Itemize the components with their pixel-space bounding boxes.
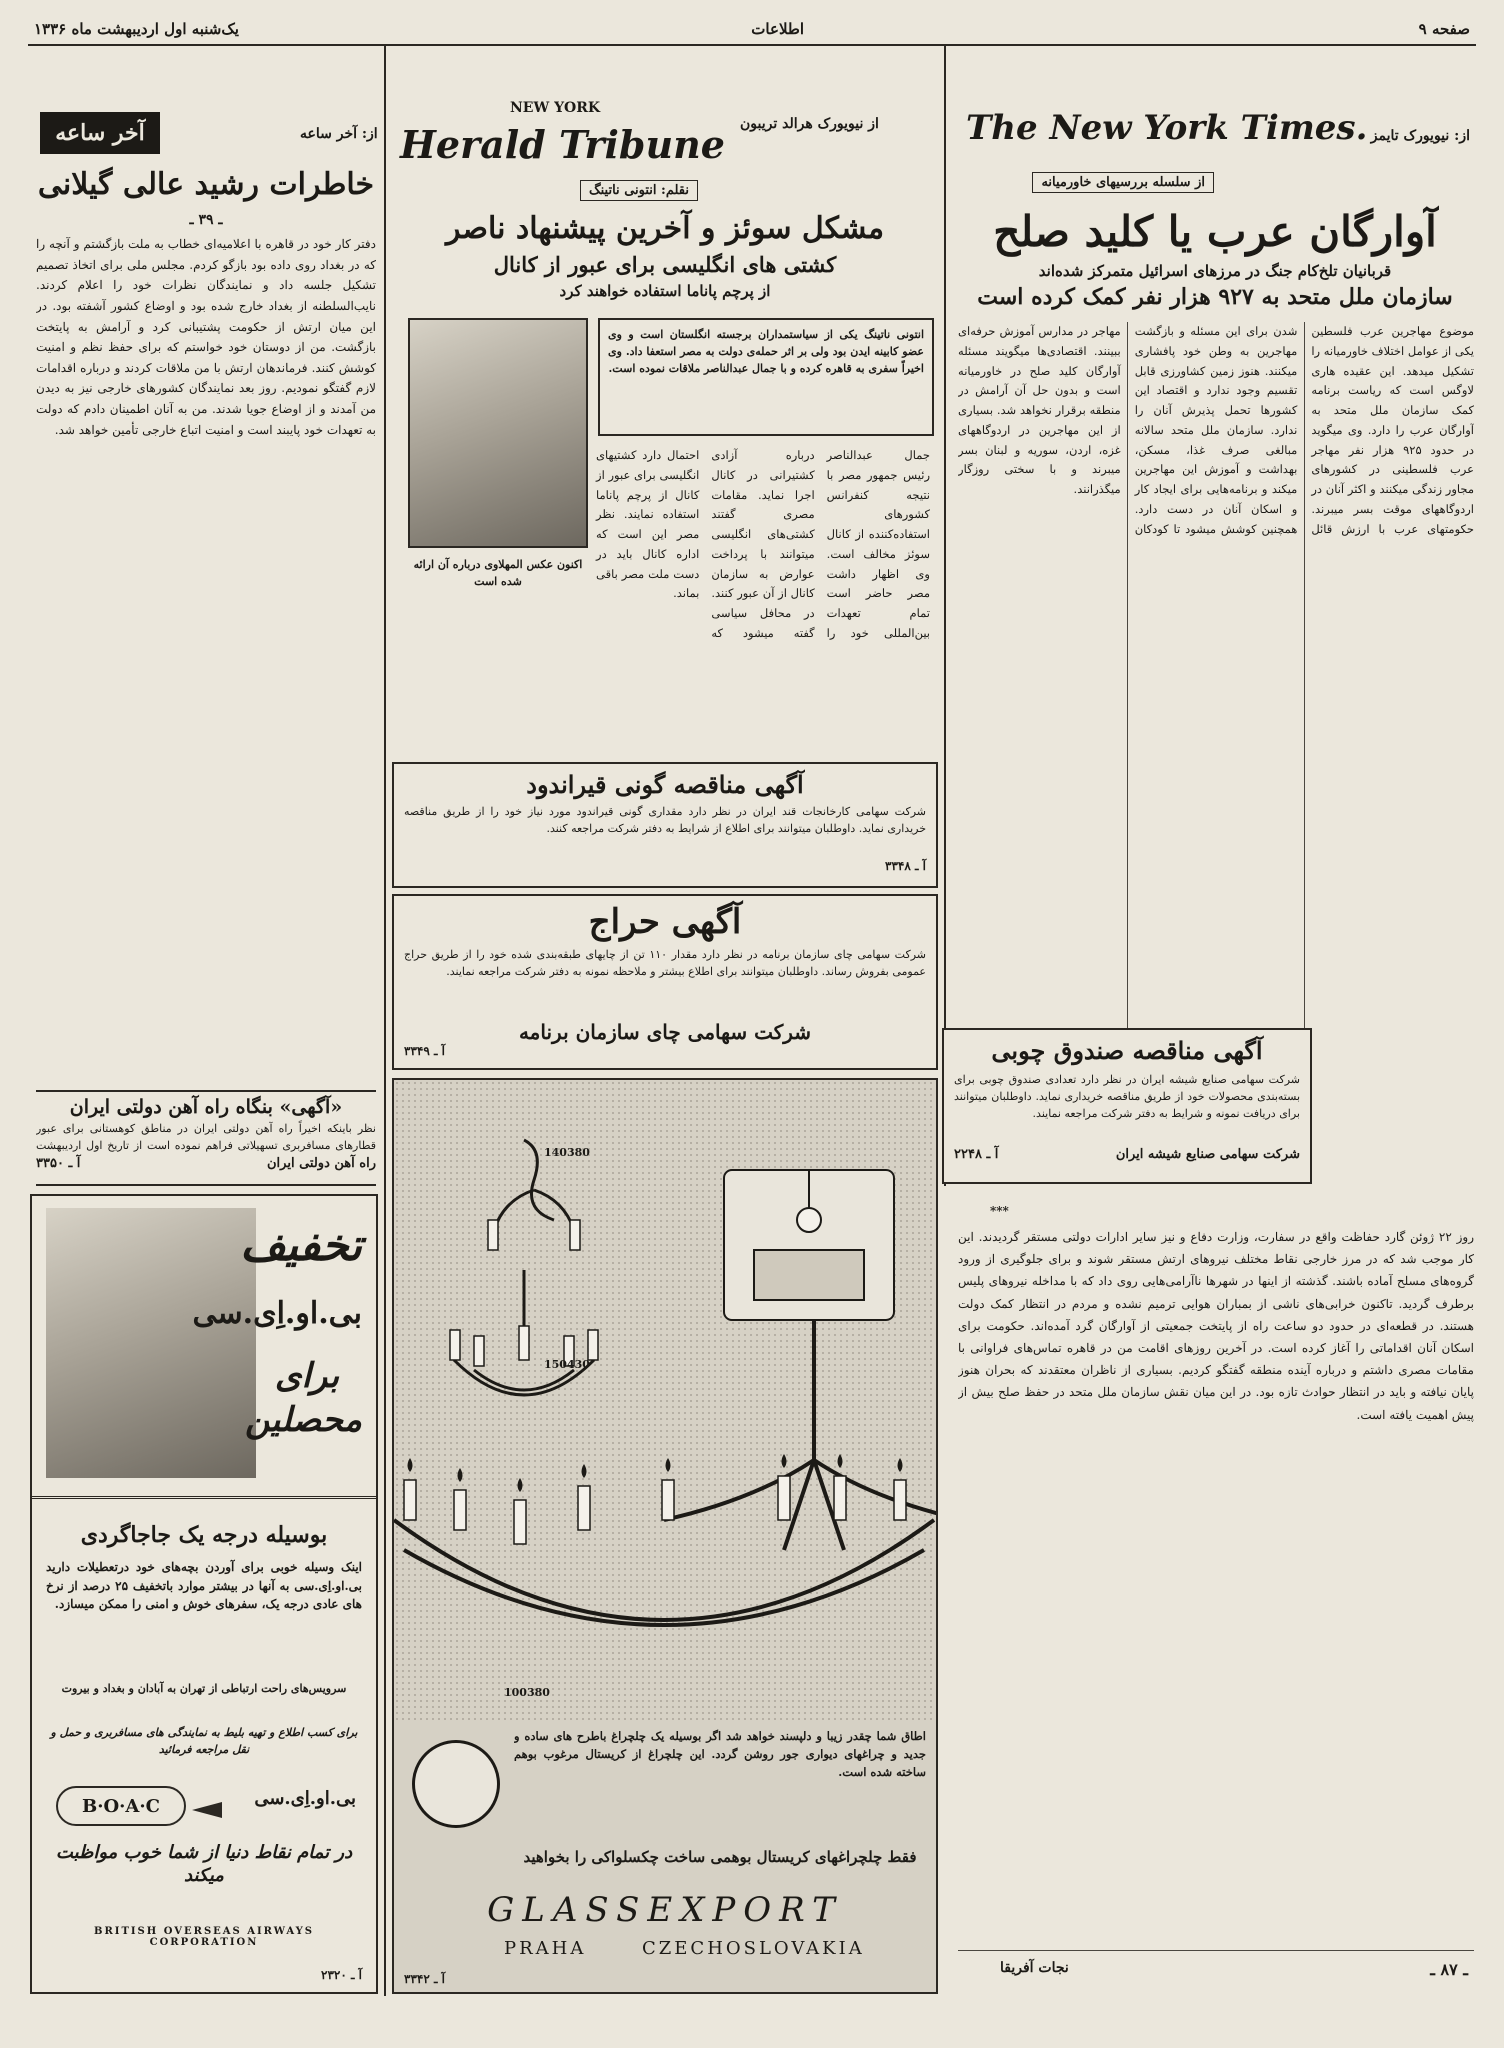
photo-caption: اکنون عکس المهلاوی درباره آن ارائه شده است (413, 558, 583, 589)
ad-wooden-box (942, 1028, 1312, 1184)
nyt-subhead-2: سازمان ملل متحد به ۹۲۷ هزار نفر کمک کرده است (977, 284, 1453, 310)
ad-wooden-box-title: آگهی مناقصه صندوق چوبی (991, 1036, 1263, 1065)
model-number-2: 150430 (544, 1358, 590, 1371)
ad-auction (392, 894, 938, 1070)
nyt-masthead: The New York Times. (966, 108, 1368, 148)
paper-name: اطلاعات (751, 20, 804, 38)
akher-installment: ـ ۳۹ ـ (189, 212, 223, 228)
ad-jute-bags (392, 762, 938, 888)
herald-masthead-top: NEW YORK (510, 100, 601, 116)
boac-brand-fa: بی.او.اِی.سی (254, 1788, 356, 1809)
bottom-article-body: روز ۲۲ ژوئن گارد حفاظت واقع در سفارت، وزارت دفاع و نیز سایر ادارات دولتی مستقر گردیدند. این کار موجب شد که در مرز خارجی نقاط مختلف نیروهای ارتش مستقر شوند و برای جلوگیری از ورود گروه‌های مسلح آماده باشند. گذشته از اینها در شهرها ناآرامی‌هایی روی داد که با مداخله نیروهای پلیس برطرف گردید. تاکنون خرابی‌های ناشی از بمباران هوایی ترمیم نشده و مردم در انتظار کمک دولت هستند. در قطعه‌ای در حدود دو ساعت راه از پایتخت جمعیتی از آوارگان گرد آمده‌اند. حکومت برای اسکان آنان اقداماتی را آغاز کرده است. در آخرین روزهای اقامت من در قاهره تماس‌های فراوانی با مقامات مصری داشتم و درباره آینده منطقه گفتگو کردیم. بسیاری از ناظران معتقدند که بحران هنوز پایان نیافته و باید در انتظار حوادث تازه بود. در این میان نقش سازمان ملل متحد در حفظ صلح بیش از پیش اهمیت یافته است. (958, 1230, 1474, 1422)
ad-auction-title: آگهی حراج (588, 902, 742, 942)
boac-contact: برای کسب اطلاع و تهیه بلیط به نمایندگی های مسافربری و حمل و نقل مراجعه فرمائید (50, 1726, 358, 1757)
herald-masthead: Herald Tribune (400, 122, 725, 167)
boac-logo (56, 1786, 186, 1826)
nyt-body: موضوع مهاجرین عرب فلسطین یکی از عوامل اختلاف خاورمیانه را تشکیل میدهد. این عقیده هاری لاوگس است که ریاست برنامه کمک سازمان ملل متحد به آوارگان عرب را دارد. وی میگوید در حدود ۹۲۵ هزار نفر مهاجر عرب فلسطینی در کشورهای مجاور زندگی میکنند و اکثر آنان در اردوگاههای موقت بسر میبرند. حکومتهای عرب با ارزش قائل شدن برای این مسئله و بازگشت مهاجرین به وطن خود پافشاری میکنند. هنوز زمین کشاورزی قابل تقسیم وجود ندارد و اقتصاد این کشورها تحمل پذیرش آنان را ندارد. سازمان ملل متحد سالانه مبالغی صرف غذا، مسکن، بهداشت و آموزش این مهاجرین میکند و برنامه‌هایی برای ایجاد کار و اسکان آنان در دست دارد. همچنین کوشش میشود تا کودکان مهاجر در مدارس آموزش حرفه‌ای ببینند. اقتصادی‌ها میگویند مسئله آوارگان کلید صلح در خاورمیانه است و بدون حل آن آرامش در منطقه برقرار نخواهد شد. بسیاری از این مهاجرین در اردوگاههای غزه، اردن، سوریه و لبنان بسر میبرند و با سختی روزگار میگذرانند. (958, 324, 1474, 536)
ad-auction-code: آ ـ ۳۳۴۹ (404, 1044, 445, 1058)
glassexport-emblem-icon (412, 1740, 500, 1828)
ad-glassexport (392, 1078, 938, 1994)
akher-source: از: آخر ساعه (300, 126, 378, 142)
column-divider-left (384, 46, 386, 1996)
nyt-source: از: نیویورک تایمز (1370, 128, 1470, 144)
glass-body: اطاق شما چقدر زیبا و دلپسند خواهد شد اگر بوسیله یک چلچراغ باطرح های ساده و جدید و چراغهای دیواری جور روشن گردد. این چلچراغ از کریستال مرغوب بوهم ساخته شده است. (514, 1729, 926, 1779)
bottom-signature: نجات آفریقا (1000, 1960, 1069, 1976)
ad-railway-signature: راه آهن دولتی ایران (267, 1156, 376, 1171)
akher-body: دفتر کار خود در قاهره با اعلامیه‌ای خطاب به ملت بازگشتم و آنچه را که در بغداد روی داده بود بازگو کردم. مجلس ملی برای اتخاذ تصمیم تشکیل جلسه داد و نمایندگان نظرات خود را اعلام کردند. نایب‌السلطنه از بغداد خارج شده بود و اوضاع کشور آشفته بود. در این میان ارتش از حکومت پشتیبانی کرد و آرامش به پایتخت بازگشت. من از دوستان خود خواستم که برای حفظ نظم و امنیت کوشش کنند. فرماندهان ارتش با من ملاقات کردند و درباره اقدامات لازم گفتگو نمودیم. روز بعد نمایندگان کشورهای خارجی نیز به دیدن من آمدند و از اوضاع جویا شدند. من به آنان اطمینان دادم که دولت به تعهدات خود پایبند است و امنیت اتباع خارجی تأمین خواهد شد. (36, 237, 376, 437)
akher-logo-text: آخر ساعه (55, 120, 145, 146)
glass-slogan: فقط چلچراغهای کریستال بوهمی ساخت چکسلواکی را بخواهید (523, 1848, 917, 1866)
boac-speedbird-icon (192, 1802, 222, 1818)
herald-author-tag: نقلم: انتونی ناتینگ (580, 180, 698, 201)
page-label: صفحه ۹ (1418, 20, 1470, 38)
ad-boac (30, 1194, 378, 1994)
ad-railway-title: «آگهی» بنگاه راه آهن دولتی ایران (69, 1096, 343, 1118)
nyt-series-tag: از سلسله بررسیهای خاورمیانه (1032, 172, 1214, 193)
herald-subhead: کشتی های انگلیسی برای عبور از کانال (493, 252, 837, 277)
boac-for-students: برای محصلین (244, 1356, 362, 1441)
ad-railway (36, 1090, 376, 1186)
ad-auction-signature: شرکت سهامی چای سازمان برنامه (518, 1020, 812, 1044)
room-vignette (724, 1170, 894, 1320)
boac-slogan: در تمام نقاط دنیا از شما خوب مواظبت میکند (55, 1842, 353, 1886)
ornament-divider: *** (990, 1204, 1009, 1218)
nyt-subhead-1: قربانیان تلخ‌کام جنگ در مرزهای اسرائیل متمرکز شده‌اند (1038, 262, 1392, 280)
boac-body: اینک وسیله خوبی برای آوردن بچه‌های خود درتعطیلات دارید بی.او.اِی.سی به آنها در بیشتر موارد باتخفیف ۲۵ درصد از نرخ های عادی درجه یک، سفرهای خوش و امنی را ممکن میسازد. (46, 1560, 362, 1612)
students-photo (46, 1208, 256, 1478)
page-number: ـ ۸۷ ـ (1430, 1960, 1468, 1979)
model-number-1: 140380 (544, 1146, 590, 1159)
boac-corporation: BRITISH OVERSEAS AIRWAYS CORPORATION (94, 1926, 314, 1948)
ad-jute-bags-text: شرکت سهامی کارخانجات قند ایران در نظر دارد مقداری گونی قیراندود مورد نیاز خود را از طریق مناقصه خریداری نماید. داوطلبان میتوانند برای اطلاع از شرایط به دفتر شرکت مراجعه کنند. (404, 805, 926, 836)
nyt-headline: آوارگان عرب یا کلید صلح (993, 207, 1437, 256)
boac-code: آ ـ ۲۳۲۰ (321, 1968, 362, 1982)
boac-services: سرویس‌های راحت ارتباطی از تهران به آبادان و بغداد و بیروت (61, 1682, 347, 1695)
ad-wooden-box-code: آ ـ ۲۲۴۸ (954, 1147, 999, 1162)
ad-railway-text: نظر باینکه اخیراً راه آهن دولتی ایران در مناطق کوهستانی برای عبور قطارهای مسافربری تسهیلاتی فراهم نموده است از تاریخ اول اردیبهشت (36, 1122, 376, 1153)
ad-wooden-box-text: شرکت سهامی صنایع شیشه ایران در نظر دارد تعدادی صندوق چوبی برای بسته‌بندی محصولات خود از طریق مناقصه خریداری نماید. داوطلبان میتوانند برای دریافت نمونه و شرایط به دفتر شرکت مراجعه نمایند. (954, 1073, 1300, 1121)
ad-jute-bags-code: آ ـ ۳۳۴۸ (885, 859, 926, 873)
issue-date: یک‌شنبه اول اردیبهشت ماه ۱۳۳۶ (34, 20, 239, 38)
chandelier-illustration (394, 1080, 936, 1720)
boac-airline-name: بی.او.اِی.سی (192, 1296, 362, 1331)
column-divider-right (944, 46, 946, 1186)
glass-brand: GLASSEXPORT (487, 1890, 843, 1930)
ad-wooden-box-signature: شرکت سهامی صنایع شیشه ایران (1115, 1147, 1300, 1162)
top-rule (28, 44, 1476, 46)
glass-country: CZECHOSLOVAKIA (642, 1938, 865, 1959)
ad-railway-code: آ ـ ۳۳۵۰ (36, 1156, 81, 1171)
boac-logo-text: B·O·A·C (82, 1796, 160, 1817)
ad-jute-bags-title: آگهی مناقصه گونی قیراندود (526, 770, 804, 799)
boac-tagline: بوسیله درجه یک جاجاگردی (80, 1522, 328, 1548)
akher-headline: خاطرات رشید عالی گیلانی (37, 167, 375, 202)
boac-discount-title: تخفیف (240, 1220, 362, 1271)
akher-logo (40, 112, 160, 154)
bottom-rule (958, 1950, 1474, 1951)
herald-headline: مشکل سوئز و آخرین پیشنهاد ناصر (445, 211, 885, 246)
herald-subhead-2: از پرچم پاناما استفاده خواهند کرد (559, 282, 771, 300)
herald-intro-box: انتونی ناتینگ یکی از سیاستمداران برجسته انگلستان است و وی عضو کابینه ایدن بود ولی بر اثر حمله‌ی دولت به مصر استعفا داد. وی اخیراً سفری به قاهره کرده و با جمال عبدالناصر ملاقات نموده است. (598, 318, 934, 436)
ad-auction-text: شرکت سهامی چای سازمان برنامه در نظر دارد مقدار ۱۱۰ تن از چایهای طبقه‌بندی شده خود را از طریق حراج عمومی بفروش رساند. داوطلبان میتوانند برای اطلاع بیشتر و ملاحظه نمونه به دفتر شرکت مراجعه نمایند. (404, 948, 926, 979)
herald-source: از نیویورک هرالد تریبون (740, 116, 879, 132)
glass-code: آ ـ ۳۳۴۲ (404, 1972, 445, 1986)
glass-city: PRAHA (504, 1938, 587, 1959)
herald-body: جمال عبدالناصر رئیس جمهور مصر با نتیجه کنفرانس کشورهای استفاده‌کننده از کانال سوئز مخالف است. وی اظهار داشت مصر حاضر است تمام تعهدات بین‌المللی خود را درباره آزادی کشتیرانی در کانال اجرا نماید. مقامات مصری گفتند کشتی‌های انگلیسی میتوانند با پرداخت عوارض به سازمان کانال از آن عبور کنند. در محافل سیاسی گفته میشود که احتمال دارد کشتیهای انگلیسی برای عبور از کانال از پرچم پاناما استفاده نمایند. نظر مصر این است که اداره کانال باید در دست ملت مصر باقی بماند. (596, 448, 930, 640)
model-number-3: 100380 (504, 1686, 550, 1699)
